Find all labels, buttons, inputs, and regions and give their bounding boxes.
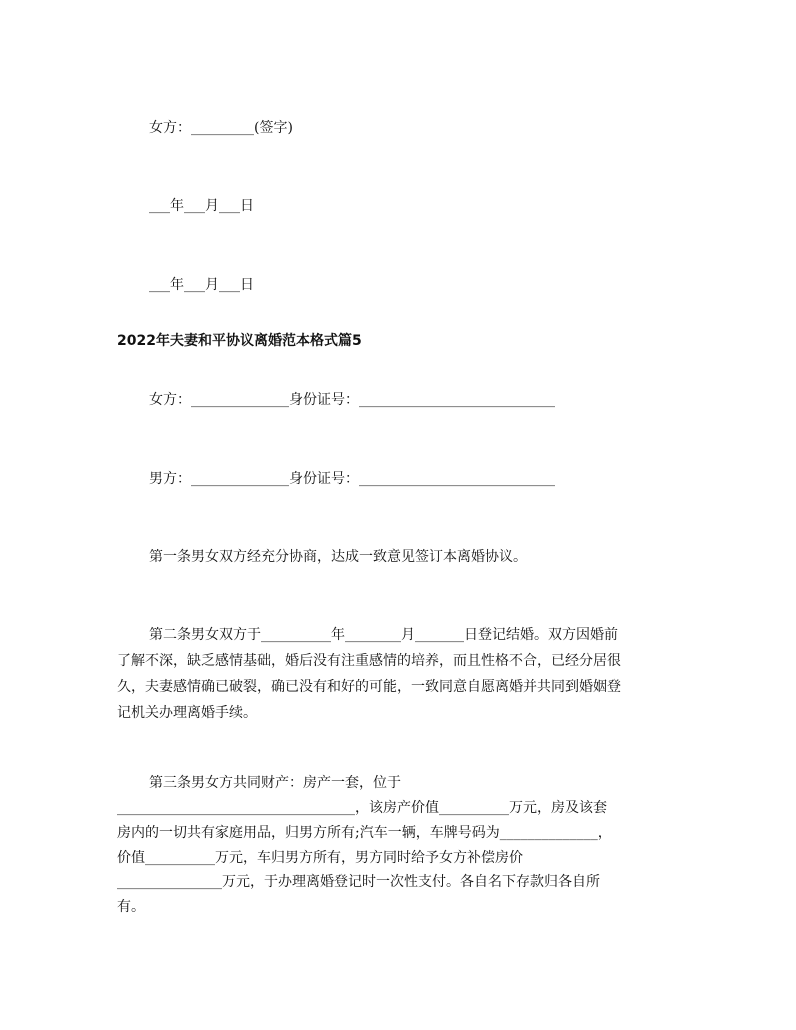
article-1: 第一条男女双方经充分协商，达成一致意见签订本离婚协议。 bbox=[149, 549, 527, 565]
article-2-line: 第二条男女双方于__________年________月_______日登记结婚。双方因婚前 bbox=[149, 627, 618, 643]
article-2-line: 久，夫妻感情确已破裂，确已没有和好的可能，一致同意自愿离婚并共同到婚姻登 bbox=[117, 679, 621, 695]
article-3-line: 房内的一切共有家庭用品，归男方所有;汽车一辆，车牌号码为______________， bbox=[117, 825, 612, 841]
article-2-line: 记机关办理离婚手续。 bbox=[117, 705, 257, 721]
female-id-line: 女方：______________身份证号：____________________________ bbox=[149, 392, 555, 408]
article-3-line: 价值__________万元，车归男方所有，男方同时给予女方补偿房价 bbox=[117, 850, 523, 866]
article-3-line: 有。 bbox=[117, 899, 145, 915]
article-3-line: _______________万元，于办理离婚登记时一次性支付。各自名下存款归各自所 bbox=[117, 874, 600, 890]
article-3-line: __________________________________，该房产价值__________万元，房及该套 bbox=[117, 800, 607, 816]
signature-date-1: ___年___月___日 bbox=[149, 198, 254, 214]
article-2-line: 了解不深，缺乏感情基础，婚后没有注重感情的培养，而且性格不合，已经分居很 bbox=[117, 653, 621, 669]
female-signature-line: 女方：_________(签字) bbox=[149, 120, 293, 136]
signature-date-2: ___年___月___日 bbox=[149, 277, 254, 293]
section-heading: 2022年夫妻和平协议离婚范本格式篇5 bbox=[117, 333, 362, 349]
article-3-line: 第三条男女方共同财产：房产一套，位于 bbox=[149, 775, 401, 791]
male-id-line: 男方：______________身份证号：____________________________ bbox=[149, 471, 555, 487]
